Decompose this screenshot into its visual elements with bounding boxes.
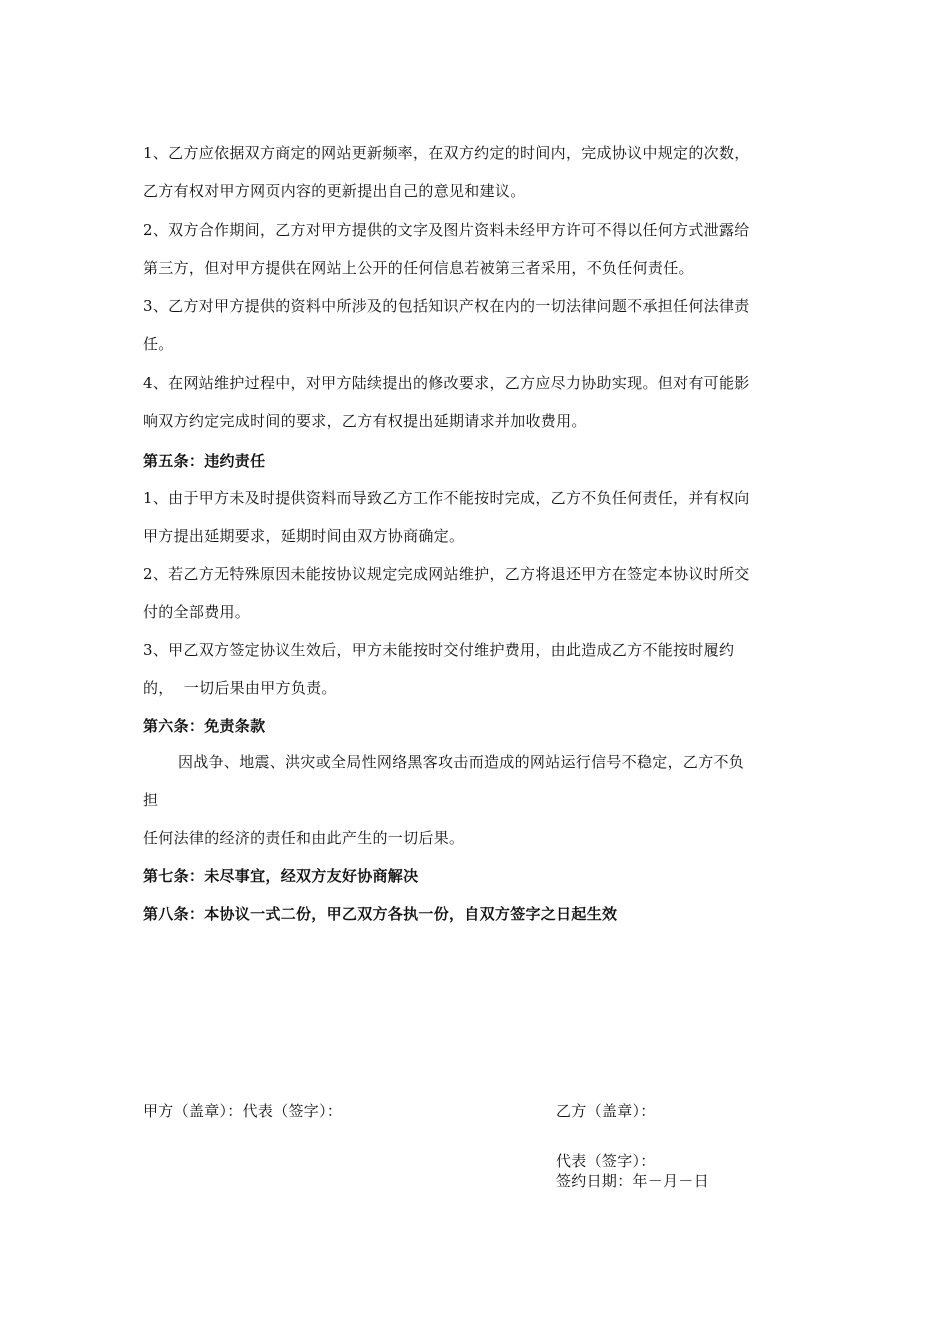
clause-1-line-2: 乙方有权对甲方网页内容的更新提出自己的意见和建议。	[143, 182, 526, 200]
sign-date: 签约日期：年－月－日	[556, 1172, 710, 1190]
article-5-item-1-line-1: 1、由于甲方未及时提供资料而导致乙方工作不能按时完成，乙方不负任何责任，并有权向	[143, 489, 750, 507]
article-5-item-2-line-2: 付的全部费用。	[143, 603, 251, 621]
clause-4-line-1: 4、在网站维护过程中，对甲方陆续提出的修改要求，乙方应尽力协助实现。但对有可能影	[143, 374, 750, 392]
clause-3-line-1: 3、乙方对甲方提供的资料中所涉及的包括知识产权在内的一切法律问题不承担任何法律责	[143, 297, 750, 315]
article-8-heading: 第八条：本协议一式二份，甲乙双方各执一份，自双方签字之日起生效	[143, 905, 618, 923]
clause-4-line-2: 响双方约定完成时间的要求，乙方有权提出延期请求并加收费用。	[143, 412, 587, 430]
party-a-signature: 甲方（盖章）：代表（签字）：	[143, 1102, 343, 1120]
article-5-item-2-line-1: 2、若乙方无特殊原因未能按协议规定完成网站维护，乙方将退还甲方在签定本协议时所交	[143, 565, 750, 583]
article-5-heading: 第五条：违约责任	[143, 452, 266, 470]
article-6-paragraph-line-1: 因战争、地震、洪灾或全局性网络黑客攻击而造成的网站运行信号不稳定，乙方不负	[178, 753, 745, 771]
article-5-item-3-line-2: 的， 一切后果由甲方负责。	[143, 679, 337, 697]
article-7-heading: 第七条：未尽事宜，经双方友好协商解决	[143, 867, 419, 885]
article-6-heading: 第六条：免责条款	[143, 717, 266, 735]
clause-1-line-1: 1、乙方应依据双方商定的网站更新频率，在双方约定的时间内，完成协议中规定的次数，	[143, 144, 750, 162]
party-b-seal: 乙方（盖章）：	[556, 1102, 656, 1120]
article-5-item-1-line-2: 甲方提出延期要求，延期时间由双方协商确定。	[143, 527, 465, 545]
clause-2-line-2: 第三方，但对甲方提供在网站上公开的任何信息若被第三者采用，不负任何责任。	[143, 259, 694, 277]
article-6-paragraph-line-2: 担	[143, 791, 159, 809]
clause-2-line-1: 2、双方合作期间，乙方对甲方提供的文字及图片资料未经甲方许可不得以任何方式泄露给	[143, 221, 750, 239]
article-5-item-3-line-1: 3、甲乙双方签定协议生效后，甲方未能按时交付维护费用，由此造成乙方不能按时履约	[143, 641, 735, 659]
clause-3-line-2: 任。	[143, 335, 174, 353]
party-b-representative: 代表（签字）：	[556, 1152, 656, 1170]
article-6-paragraph-line-3: 任何法律的经济的责任和由此产生的一切后果。	[143, 829, 465, 847]
